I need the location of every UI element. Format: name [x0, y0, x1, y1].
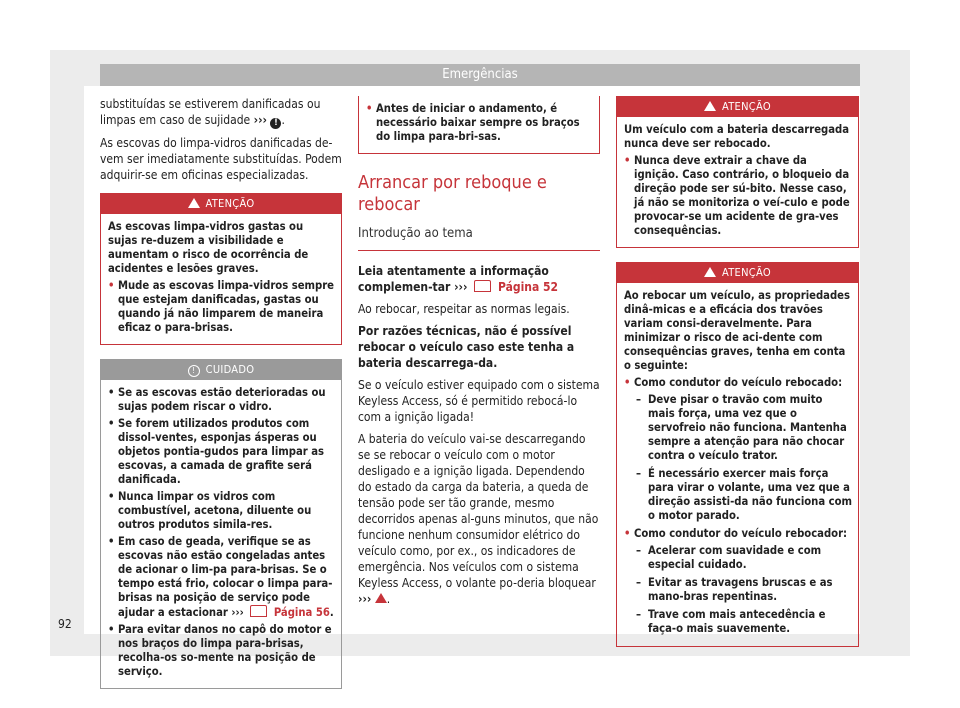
paragraph — [100, 96, 342, 129]
caution-bullet — [108, 535, 335, 620]
lead-text: Leia atentamente a informação complemen-tar — [358, 264, 549, 294]
paragraph-text: substituídas se estiverem danificadas ou limpas em caso de sujidade — [100, 97, 321, 127]
warning-text: Um veículo com a bateria descarregada nunca deve ser rebocado. — [624, 123, 850, 150]
lead-paragraph — [358, 263, 600, 295]
book-icon — [250, 605, 267, 617]
caution-bullet-text: Em caso de geada, verifique se as escovas não estão congeladas antes de acionar o lim-pa para-brisas. Se o tempo está frio, colocar o limpa para-brisas na posição de serviço pode ajudar a estacionar — [118, 535, 333, 619]
warning-triangle-icon — [188, 198, 200, 208]
warning-dash-item: – Evitar as travagens bruscas e as mano-bras repentinas. — [624, 576, 852, 604]
paragraph-bold: Por razões técnicas, não é possível rebocar o veículo caso este tenha a bateria descarrega-da. — [358, 324, 575, 370]
reference-tail: . — [329, 606, 334, 619]
warning-dash-item: – É necessário exercer mais força para virar o volante, uma vez que a direção assisti-da não funciona com o motor parado. — [624, 467, 852, 523]
paragraph: Ao rebocar, respeitar as normas legais. — [358, 302, 570, 316]
caution-box — [100, 359, 342, 689]
warning-body — [101, 214, 341, 344]
section-subtitle: Introdução ao tema — [358, 226, 600, 251]
warning-text: Ao rebocar um veículo, as propriedades dinâ-micas e a eficácia dos travões variam consi-deravelmente. Para minimizar o risco de aci-dente com consequências graves, tenha em conta o seguinte: — [624, 289, 850, 372]
warning-triangle-icon — [704, 267, 716, 277]
paragraph: Se o veículo estiver equipado com o sistema Keyless Access, só é permitido rebocá-lo com a ignição ligada! — [358, 378, 600, 424]
caution-body — [101, 380, 341, 688]
warning-header — [617, 263, 858, 283]
warning-bullet: • Como condutor do veículo rebocado: — [624, 376, 852, 390]
warning-bullet: • Mude as escovas limpa-vidros sempre que estejam danificadas, gastas ou quando já não limparem de maneira eficaz o para-brisas. — [108, 279, 335, 335]
warning-dash-item: – Acelerar com suavidade e com especial cuidado. — [624, 544, 852, 572]
column-1 — [100, 96, 342, 701]
warning-triangle-icon — [375, 593, 387, 603]
caution-header — [101, 360, 341, 380]
warning-text: As escovas limpa-vidros gastas ou sujas re-duzem a visibilidade e aumentam o risco de ocorrência de acidentes e lesões graves. — [108, 220, 309, 275]
paragraph-tail: . — [386, 592, 391, 606]
warning-box — [616, 96, 859, 248]
page-number: 92 — [58, 617, 72, 631]
warning-dash-item: – Trave com mais antecedência e faça-o mais suavemente. — [624, 608, 852, 636]
section-title: Arrancar por reboque e rebocar — [358, 172, 547, 215]
warning-bullet: • Antes de iniciar o andamento, é necessário baixar sempre os braços do limpa para-bri-sas. — [366, 102, 593, 144]
column-3 — [616, 96, 859, 659]
warning-header — [617, 97, 858, 117]
warning-label: ATENÇÃO — [205, 197, 255, 210]
paragraph-tail: . — [281, 113, 285, 127]
warning-body — [359, 96, 599, 153]
warning-dash-item: – Deve pisar o travão com muito mais força, uma vez que o servofreio não funciona. Mantenha sempre a atenção para não chocar contra o veículo trator. — [624, 393, 852, 463]
paragraph: As escovas do limpa-vidros danificadas de-vem ser imediatamente substituídas. Podem adquirir-se em oficinas especializadas. — [100, 136, 342, 182]
caution-bullet: • Nunca limpar os vidros com combustível, acetona, diluente ou outros produtos simila-res. — [108, 490, 335, 532]
warning-bullet: • Como condutor do veículo rebocador: — [624, 527, 852, 541]
paragraph — [358, 431, 600, 607]
caution-bullet: • Se forem utilizados produtos com dissol-ventes, esponjas ásperas ou objetos pontia-gudos para limpar as escovas, a camada de grafite será danificada. — [108, 417, 335, 487]
warning-header — [101, 194, 341, 214]
exclamation-circle-icon: ! — [270, 118, 281, 129]
reference-arrows: ››› — [253, 113, 267, 127]
page-reference-link[interactable]: Página 52 — [497, 280, 559, 294]
reference-arrows: ››› — [231, 606, 244, 619]
reference-arrows: ››› — [358, 592, 372, 606]
caution-bullet: • Para evitar danos no capô do motor e nos braços do limpa para-brisas, recolha-os so-mente na posição de serviço. — [108, 623, 335, 679]
warning-continuation-box — [358, 96, 600, 154]
reference-arrows: ››› — [454, 280, 468, 294]
warning-box — [616, 262, 859, 647]
info-circle-icon: ! — [188, 365, 200, 377]
warning-body — [617, 117, 858, 247]
warning-label: ATENÇÃO — [722, 100, 771, 113]
chapter-header: Emergências — [100, 64, 860, 86]
warning-triangle-icon — [704, 101, 716, 111]
column-2 — [358, 96, 600, 613]
warning-label: ATENÇÃO — [722, 266, 771, 279]
warning-box — [100, 193, 342, 345]
caution-label: CUIDADO — [205, 363, 255, 376]
warning-body — [617, 283, 858, 646]
caution-bullet: • Se as escovas estão deterioradas ou sujas podem riscar o vidro. — [108, 386, 335, 414]
paragraph-text: A bateria do veículo vai-se descarregando se se rebocar o veículo com o motor desligado e a ignição ligada. Dependendo do estado da carga da bateria, a queda de tensão pode ser tão grande, mesmo decorridos apenas al-guns minutos, que não funcione nenhum consumidor elétrico do veículo como, por ex., os indicadores de emergência. Nos veículos com o sistema Keyless Access, o volante po-deria bloquear — [358, 432, 599, 590]
warning-bullet: • Nunca deve extrair a chave da ignição. Caso contrário, o bloqueio da direção pode ser sú-bito. Nesse caso, já não se monitoriza o veí-culo e pode provocar-se um acidente de gra-ves consequências. — [624, 154, 852, 238]
page-reference-link[interactable]: Página 56 — [273, 606, 330, 619]
book-icon — [474, 280, 491, 292]
